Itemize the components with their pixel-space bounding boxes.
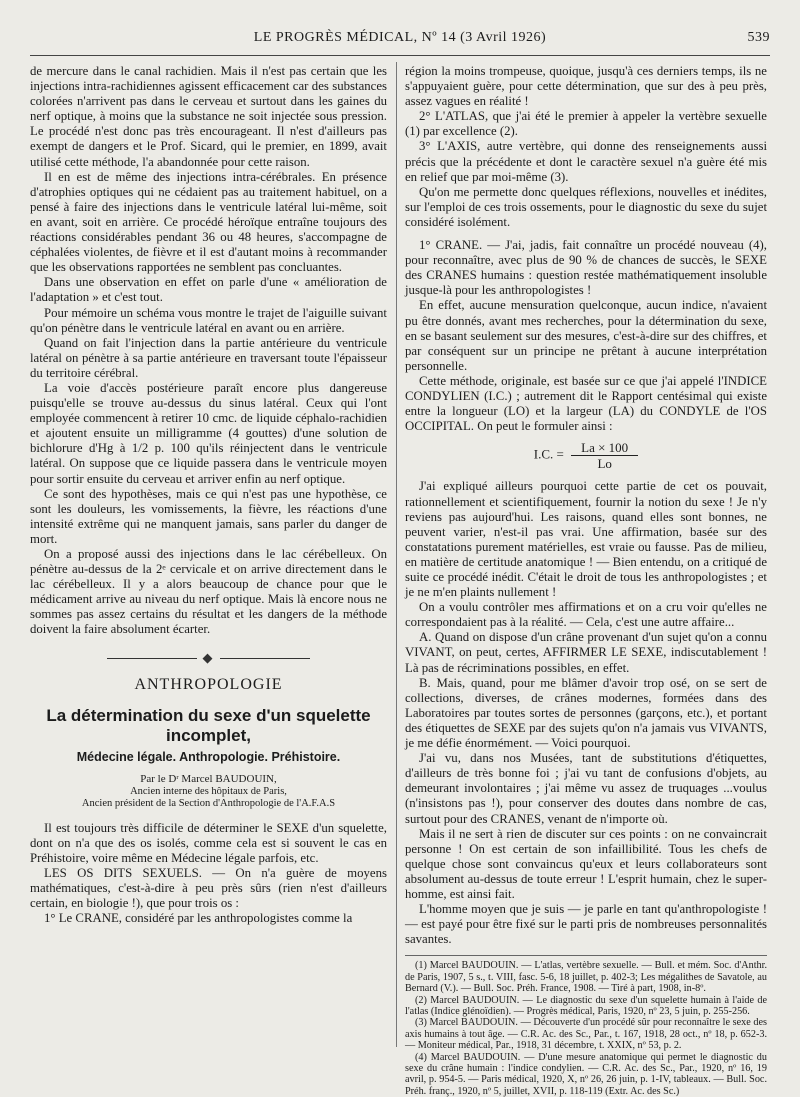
header-rule	[30, 55, 770, 56]
paragraph: Il en est de même des injections intra-cérébrales. En présence d'atrophies optiques qui ne cédaient pas au traitement habituel, on a pensé à faire des injections dans le ventricule latéral lui-même, soit en avant, soit en arrière. Ce procédé héroïque entraîne toujours des réactions considérables pendant 36 ou 48 heures, s'accompagne de céphalées violentes, de fièvre et il est d'autant moins à recommander que les observations rapportées ne semblent pas concluantes.	[30, 169, 387, 275]
paragraph: région la moins trompeuse, quoique, jusqu'à ces derniers temps, ils ne s'appuyaient guère, pour cette détermination, que sur des à peu près, assez vagues en réalité !	[405, 64, 767, 109]
paragraph: Cette méthode, originale, est basée sur ce que j'ai appelé l'INDICE CONDYLIEN (I.C.) ; autrement dit le Rapport centésimal qui existe entre la longueur (LO) et la largeur (LA) du CONDYLE de l'OS OCCIPITAL. On peut le formuler ainsi :	[405, 373, 767, 434]
paragraph: L'homme moyen que je suis — je parle en tant qu'anthropologiste ! — est payé pour être fixé sur le parti pris de nombreuses personnalités savantes.	[405, 902, 767, 947]
paragraph: Dans une observation en effet on parle d'une « amélioration de l'adaptation » et c'est tout.	[30, 275, 387, 305]
right-column	[405, 64, 767, 1097]
formula-lhs: I.C. =	[533, 446, 564, 462]
footnote: (4) Marcel BAUDOUIN. — D'une mesure anatomique qui permet le diagnostic du sexe du crâne humain : l'indice condylien. — C.R. Ac. des Sc., Par., 1920, nº 16, 19 avril, p. 954-5. — Paris médical, 1920, X, nº 26, 26 juin, p. 1-IV, tableaux. — Bull. Soc. Préh. franç., 1920, nº 5, juillet, XVII, p. 118-119 (Extr. Ac. des Sc.)	[405, 1051, 767, 1097]
paragraph: B. Mais, quand, pour me blâmer d'avoir trop osé, on se sert de collections, diverses, de crânes modernes, formées dans des Laboratoires par toutes sortes de personnes (garçons, etc.), et portant des étiquettes de SEXE par des sujets qu'on n'a jamais vus VIVANTS, je me défie énormément. — Voici pourquoi.	[405, 675, 767, 751]
formula-fraction	[571, 440, 638, 471]
paragraph: Pour mémoire un schéma vous montre le trajet de l'aiguille suivant qu'on pénètre dans le ventricule latéral en avant ou en arrière.	[30, 305, 387, 335]
footnotes	[405, 955, 767, 1097]
paragraph: Il est toujours très difficile de déterminer le SEXE d'un squelette, dont on n'a que des os isolés, comme cela est si souvent le cas en Préhistoire, voire même en Médecine légale parfois, etc.	[30, 820, 387, 866]
affiliation: Ancien président de la Section d'Anthropologie de l'A.F.A.S	[81, 798, 336, 810]
byline: Par le Dʳ Marcel BAUDOUIN,	[140, 772, 277, 785]
formula-numerator: La × 100	[571, 440, 638, 456]
paragraph: On a voulu contrôler mes affirmations et on a cru voir qu'elles ne correspondaient pas à la réalité. — Cela, c'est une autre affaire...	[405, 600, 767, 630]
paragraph: 3° L'AXIS, autre vertèbre, qui donne des renseignements aussi précis que la précédente et dont le caractère sexuel n'a guère été mis en relief que par moi-même (3).	[405, 139, 767, 184]
journal-title: LE PROGRÈS MÉDICAL, Nº 14 (3 Avril 1926)	[253, 30, 547, 45]
paragraph: LES OS DITS SEXUELS. — On n'a guère de moyens mathématiques, c'est-à-dire à peu près sûrs (rien n'est d'ailleurs certain, en biologie !), que pour trois os :	[30, 866, 387, 911]
column-divider	[396, 62, 397, 1047]
page-number: 539	[747, 30, 770, 45]
paragraph: 2° L'ATLAS, que j'ai été le premier à appeler la vertèbre sexuelle (1) par excellence (2).	[405, 109, 767, 139]
paragraph: Qu'on me permette donc quelques réflexions, nouvelles et inédites, sur l'emploi de ces trois ossements, pour le diagnostic du sexe du sujet considéré isolément.	[405, 184, 767, 229]
paragraph: 1° Le CRANE, considéré par les anthropologistes comme la	[44, 911, 353, 926]
footnote: (2) Marcel BAUDOUIN. — Le diagnostic du sexe d'un squelette humain à l'aide de l'atlas (Indice glénoïdien). — Progrès médical, Paris, 1920, nº 23, 5 juin, p. 255-256.	[405, 994, 767, 1017]
formula-denominator: Lo	[597, 456, 612, 472]
paragraph: J'ai expliqué ailleurs pourquoi cette partie de cet os pouvait, rationnellement et scientifiquement, fournir la notion du sexe ! Je n'y reviens pas aujourd'hui. Les raisons, quand elles sont bonnes, ne peuvent varier, n'est-il pas vrai. Une affirmation, basée sur des constatations purement matérielles, est vraie ou fausse. Pas de milieu, en matière de certitude anatomique ! — Bien entendu, on a critiqué de suite ce procédé inédit. C'était le droit de tous les anthropologistes ; et je ne m'en plaints nullement !	[405, 479, 767, 600]
paragraph: La voie d'accès postérieure paraît encore plus dangereuse puisqu'elle se trouve au-dessus du sinus latéral. Ceux qui l'ont employée commencent à retirer 10 cmc. de liquide céphalo-rachidien et ajoutent ensuite un milligramme (4 gouttes) d'une solution de bichlorure d'Hg à 1/2 p. 100 qu'ils réinjectent dans le ventricule latéral. On suppose que ce liquide passera dans le ventricule moyen pour sortir ensuite du cerveau et arriver enfin au nerf optique.	[30, 380, 387, 486]
page-header	[30, 30, 770, 52]
paragraph: 1° CRANE. — J'ai, jadis, fait connaître un procédé nouveau (4), pour reconnaître, avec plus de 90 % de chances de succès, le SEXE des CRANES humains : question restée mathématiquement insoluble jusque-là pour les anthropologistes !	[405, 238, 767, 298]
article-subtitle: Médecine légale. Anthropologie. Préhistoire.	[76, 749, 341, 764]
paragraph: Quand on fait l'injection dans la partie antérieure du ventricule latéral on pénètre à sa partie antérieure en traversant toute l'épaisseur du territoire cérébral.	[30, 335, 387, 380]
paragraph: Ce sont des hypothèses, mais ce qui n'est pas une hypothèse, ce sont les douleurs, les vomissements, la fièvre, les réactions d'une intensité extrême qui ne manquent jamais, sans parler du danger de mort.	[30, 486, 387, 546]
paragraph: On a proposé aussi des injections dans le lac cérébelleux. On pénètre au-dessus de la 2ᵉ cervicale et on arrive directement dans le lac cérébelleux. Il y a alors beaucoup de chance pour que le médicament arrive au niveau du nerf optique. Mais là encore nous ne sommes pas assez certains du résultat et les dangers de la méthode doivent la faire absolument écarter.	[30, 547, 387, 637]
paragraph: J'ai vu, dans nos Musées, tant de substitutions d'étiquettes, d'ailleurs de très bonne foi ; j'ai vu tant de confusions d'objets, au demeurant involontaires ; j'ai même vu assez de truquages ...voulus (n'insistons pas !), pour conserver des doutes dans nombre de cas, surtout pour des CRANES, venant de n'importe où.	[405, 751, 767, 826]
paragraph: A. Quand on dispose d'un crâne provenant d'un sujet qu'on a connu VIVANT, on peut, certes, AFFIRMER LE SEXE, indiscutablement ! Là pas de récriminations possibles, en effet.	[405, 630, 767, 675]
condylar-index-formula	[405, 440, 767, 471]
paragraph: En effet, aucune mensuration quelconque, aucun indice, n'avaient pu être donnés, avant mes recherches, pour la détermination du sexe, en se basant seulement sur des mesures, c'est-à-dire sur des chiffres, et par conséquent sur un principe ne prêtant à aucune interprétation personnelle.	[405, 298, 767, 373]
paragraph: de mercure dans le canal rachidien. Mais il n'est pas certain que les injections intra-rachidiennes agissent efficacement car des substances colorées n'arrivent pas dans le cerveau et surtout dans les gaines du nerf optique, à moins que la substance ne soit injectée sous pression. Le procédé n'est donc pas très encourageant. Il n'est d'ailleurs pas exempt de dangers et le Prof. Sicard, qui le premier, en 1899, avait utilisé cette méthode, l'a abandonnée pour cette raison.	[30, 64, 387, 169]
ornament-divider: ◆	[30, 650, 387, 665]
footnote: (3) Marcel BAUDOUIN. — Découverte d'un procédé sûr pour reconnaître le sexe des axis humains à tout âge. — C.R. Ac. des Sc., Par., t. 167, 1918, 28 oct., nº 18, p. 652-3. — Moniteur médical, Par., 1918, 31 décembre, t. XXIX, nº 53, p. 2.	[405, 1017, 767, 1052]
section-heading: ANTHROPOLOGIE	[134, 675, 283, 693]
affiliation: Ancien interne des hôpitaux de Paris,	[130, 785, 287, 797]
article-title: La détermination du sexe d'un squelette incomplet,	[46, 705, 371, 745]
paragraph: Mais il ne sert à rien de discuter sur ces points : on ne convaincrait personne ! On est certain de son infaillibilité. Tous les chefs de quelque chose sont convaincus qu'eux et leurs collaborateurs sont absolument au-dessus de toute erreur ! L'esprit humain, chez le super-homme, est ainsi fait.	[405, 826, 767, 901]
left-column	[30, 64, 387, 927]
footnote: (1) Marcel BAUDOUIN. — L'atlas, vertèbre sexuelle. — Bull. et mém. Soc. d'Anthr. de Paris, 1907, 5 s., t. VIII, fasc. 5-6, 18 juillet, p. 402-3; Les mégalithes de Savatole, au Bernard (V.). — Bull. Soc. Préh. France, 1908. — Tiré à part, 1908, in-8º.	[405, 960, 767, 995]
